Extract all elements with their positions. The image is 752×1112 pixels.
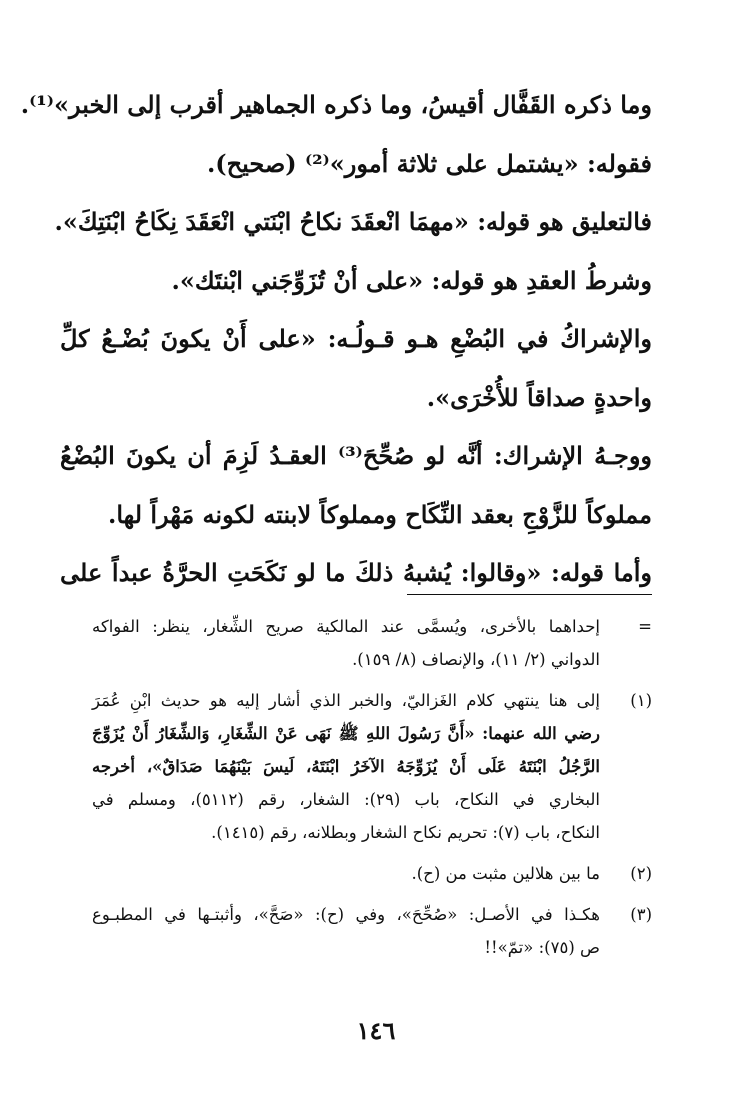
footnote-marker: = (638, 617, 652, 636)
main-text-line: وأما قوله: «وقالوا: يُشبهُ ذلكَ ما لو نَكَحَتِ الحرَّةُ عبداً على (60, 558, 652, 587)
footnote-line: إلى هنا ينتهي كلام الغَزاليّ، والخبر الذي أشار إليه هو حديث ابْنِ عُمَرَ (92, 691, 600, 710)
footnote-separator (407, 594, 652, 595)
page-number: ١٤٦ (356, 1016, 396, 1045)
footnote-body (92, 857, 600, 890)
footnote-line: ص (٧٥): «تمّ»!! (484, 938, 600, 957)
footnote-line: الدواني (٢/ ١١)، والإنصاف (٨/ ١٥٩). (352, 650, 600, 669)
main-text-line: ووجـهُ الإشراك: أنَّه لو صُحِّحَ⁽³⁾ العقـدُ لَزِمَ أن يكونَ البُضْعُ (60, 441, 652, 470)
main-text-line: فالتعليق هو قوله: «مهمَا انْعقَدَ نكاحُ ابْنَتي انْعَقَدَ نِكَاحُ ابْنَتِكَ». (54, 207, 652, 236)
main-text-line: واحدةٍ صداقاً للأُخْرَى». (426, 382, 652, 412)
footnote-line: هكـذا في الأصـل: «صُحِّحَ»، وفي (ح): «صَحَّ»، وأثبتـها في المطبـوع (92, 905, 600, 924)
footnote-body (92, 610, 600, 676)
footnote-line: رضي الله عنهما: «أَنَّ رَسُولَ اللهِ ﷺ نَهَى عَنْ الشِّغَارِ، وَالشِّغَارُ أَنْ يُزَوِّجَ (92, 724, 600, 743)
main-text-line: وما ذكره القَفَّال أقيسُ، وما ذكره الجماهير أقرب إلى الخبر»⁽¹⁾. (20, 90, 652, 119)
footnotes-section (92, 610, 652, 964)
footnote-line: الرَّجُلُ ابْنَتَهُ عَلَى أَنْ يُزَوِّجَهُ الآخَرُ ابْنَتَهُ، لَيسَ بَيْنَهُمَا صَدَاقٌ»، أخرجه (92, 757, 600, 776)
footnote-line: البخاري في النكاح، باب (٢٩): الشغار، رقم (٥١١٢)، ومسلم في (92, 790, 600, 809)
main-text-line: وشرطُ العقدِ هو قوله: «على أنْ تُزَوِّجَني ابْنتَك». (171, 265, 652, 295)
footnote-3 (92, 898, 652, 964)
footnote-marker: (٢) (630, 864, 652, 883)
main-text-line: والإشراكُ في البُضْعِ هـو قـولُـه: «على أَنْ يكونَ بُضْـعُ كلِّ (60, 324, 652, 353)
main-text-line: فقوله: «يشتمل على ثلاثة أمور»⁽²⁾ (صحيح). (206, 148, 652, 178)
footnote-marker: (١) (630, 691, 652, 710)
footnote-line: النكاح، باب (٧): تحريم نكاح الشغار وبطلانه، رقم (١٤١٥). (211, 823, 600, 842)
footnote-body (92, 684, 600, 849)
footnote-2 (92, 857, 652, 890)
footnote-line: إحداهما بالأخرى، ويُسمَّى عند المالكية صريح الشِّغار، ينظر: الفواكه (92, 617, 600, 636)
footnote-continuation (92, 610, 652, 676)
footnote-body (92, 898, 600, 964)
footnote-marker: (٣) (630, 905, 652, 924)
main-text-line: مملوكاً للزَّوْجِ بعقد النِّكَاح ومملوكاً لابنته لكونه مَهْراً لها. (107, 499, 652, 529)
main-text-block (20, 76, 652, 603)
footnote-1 (92, 684, 652, 849)
footnote-line: ما بين هلالين مثبت من (ح). (411, 864, 600, 883)
